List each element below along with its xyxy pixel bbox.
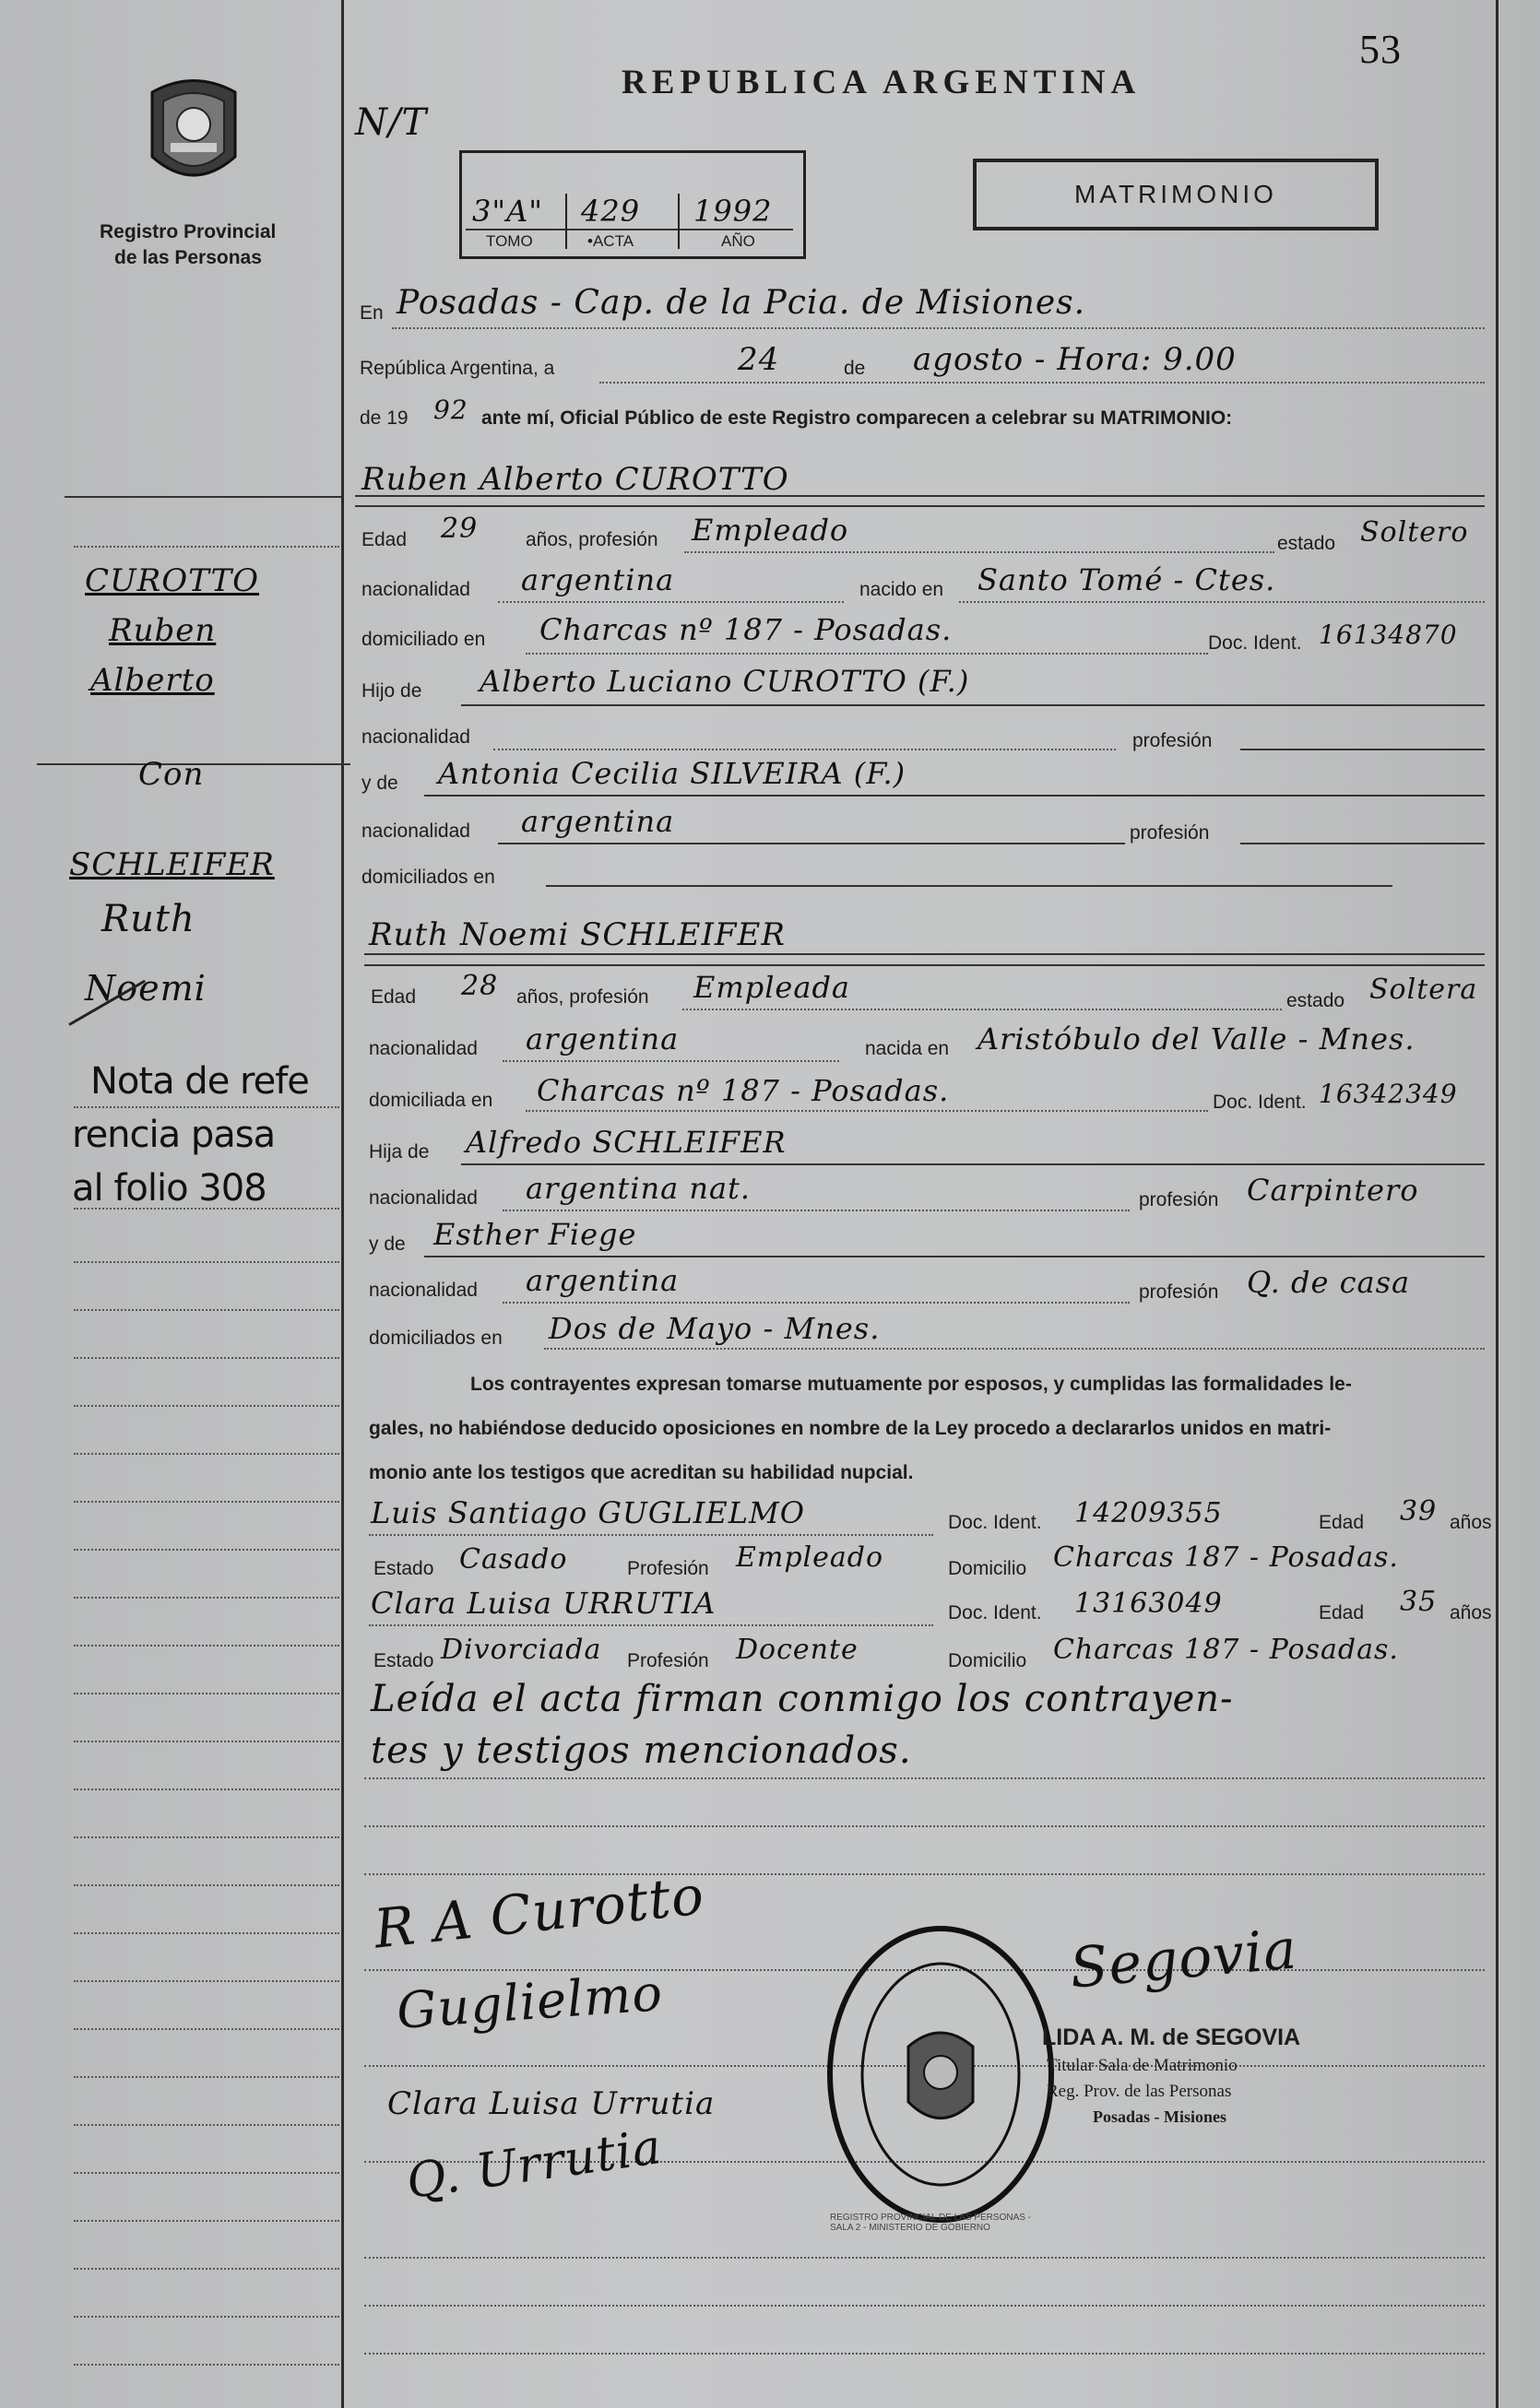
bride-signature: Q. Urrutia (403, 2119, 666, 2211)
acta-value: 429 (581, 194, 641, 229)
witness2-doc: 13163049 (1074, 1588, 1223, 1620)
witness1-estado-label: Estado (373, 1558, 434, 1579)
left-margin-rule (341, 0, 344, 2408)
witness2-prof-label: Profesión (627, 1650, 709, 1671)
groom-parents-dom-label: domiciliados en (361, 867, 495, 888)
groom-profession: Empleado (692, 513, 849, 548)
bride-nationality: argentina (526, 1021, 680, 1056)
closing-line2: tes y testigos mencionados. (371, 1729, 912, 1772)
bride-hija-label: Hija de (369, 1141, 430, 1163)
record-type-label: MATRIMONIO (1074, 180, 1277, 208)
bride-father: Alfredo SCHLEIFER (466, 1125, 787, 1160)
bride-edad-label: Edad (371, 986, 417, 1008)
witness2-dom-label: Domicilio (948, 1650, 1027, 1671)
groom-yde-label: y de (361, 773, 398, 794)
margin-note-line2: rencia pasa (72, 1114, 276, 1156)
groom-dom-label: domiciliado en (361, 629, 486, 650)
groom-mother-prof-label: profesión (1130, 822, 1210, 844)
bride-dom-label: domiciliada en (369, 1090, 493, 1111)
record-type-badge (973, 159, 1379, 230)
bride-estado-label: estado (1286, 990, 1345, 1011)
groom-nacido-label: nacido en (859, 579, 944, 600)
official-name: LIDA A. M. de SEGOVIA (1042, 2024, 1301, 2050)
witness1-anos-label: años (1450, 1512, 1492, 1533)
bride-mother-profession: Q. de casa (1247, 1265, 1411, 1300)
groom-hijo-label: Hijo de (361, 680, 422, 702)
groom-edad-label: Edad (361, 529, 408, 550)
bride-doc: 16342349 (1319, 1079, 1458, 1109)
month-time-value: agosto - Hora: 9.00 (913, 341, 1237, 378)
bride-father-prof-label: profesión (1139, 1189, 1219, 1210)
bride-estado: Soltera (1369, 974, 1478, 1006)
anio-label: AÑO (721, 232, 755, 250)
page-number: 53 (1359, 27, 1402, 72)
declaration-line1: Los contrayentes expresan tomarse mutuamente por esposos, y cumplidas las formalidades le- (470, 1374, 1352, 1395)
groom-signature: R A Curotto (371, 1863, 707, 1961)
anio-value: 1992 (693, 194, 773, 229)
witness2-estado-label: Estado (373, 1650, 434, 1671)
margin-surname2: SCHLEIFER (69, 846, 275, 883)
groom-mother: Antonia Cecilia SILVEIRA (F.) (438, 756, 906, 791)
appearance-statement: ante mí, Oficial Público de este Registro comparecen a celebrar su MATRIMONIO: (481, 407, 1233, 429)
bride-profession: Empleada (693, 970, 850, 1005)
official-signature: Segovia (1067, 1917, 1300, 2001)
witness2-estado: Divorciada (441, 1634, 602, 1666)
groom-estado-label: estado (1277, 533, 1336, 554)
official-office: Reg. Prov. de las Personas (1047, 2082, 1232, 2101)
en-label: En (360, 302, 384, 324)
groom-birthplace: Santo Tomé - Ctes. (977, 562, 1276, 597)
groom-age: 29 (441, 513, 479, 545)
declaration-line3: monio ante los testigos que acreditan su habilidad nupcial. (369, 1462, 914, 1483)
registry-name-line1: Registro Provincial (100, 221, 277, 242)
initials-annotation: N/T (355, 101, 428, 144)
republica-label: República Argentina, a (360, 358, 555, 379)
tomo-value: 3"A" (472, 194, 543, 229)
groom-address: Charcas nº 187 - Posadas. (539, 612, 953, 647)
witness2-edad-label: Edad (1319, 1602, 1365, 1623)
witness1-age: 39 (1400, 1495, 1438, 1528)
witness1-estado: Casado (459, 1543, 568, 1576)
groom-anos-label: años, profesión (526, 529, 658, 550)
bride-father-profession: Carpintero (1247, 1173, 1419, 1208)
groom-name: Ruben Alberto CUROTTO (361, 461, 789, 498)
right-margin-rule (1496, 0, 1499, 2408)
bride-anos-label: años, profesión (516, 986, 649, 1008)
official-stamp-icon (821, 1918, 1060, 2231)
bride-age: 28 (461, 970, 499, 1002)
groom-doc-label: Doc. Ident. (1208, 632, 1302, 654)
witness2-anos-label: años (1450, 1602, 1492, 1623)
declaration-line2: gales, no habiéndose deducido oposiciones en nombre de la Ley procedo a declararlos unidos en matri- (369, 1418, 1332, 1439)
margin-first2: Alberto (90, 662, 215, 699)
margin-first3: Ruth (101, 898, 195, 940)
margin-first4: Noemi (85, 968, 207, 1009)
bride-parents-address: Dos de Mayo - Mnes. (549, 1311, 881, 1346)
margin-surname: CUROTTO (85, 562, 260, 599)
bride-doc-label: Doc. Ident. (1213, 1092, 1307, 1113)
bride-mother: Esther Fiege (433, 1217, 637, 1252)
acta-label: •ACTA (587, 232, 634, 250)
registry-name-line2: de las Personas (114, 247, 262, 268)
bride-father-nac-label: nacionalidad (369, 1187, 478, 1209)
witness2-profession: Docente (736, 1634, 859, 1666)
groom-nationality: argentina (521, 562, 675, 597)
witness1-doc-label: Doc. Ident. (948, 1512, 1042, 1533)
groom-doc: 16134870 (1319, 620, 1458, 650)
witness1-name: Luis Santiago GUGLIELMO (371, 1495, 805, 1530)
witness1-profession: Empleado (736, 1541, 884, 1574)
witness1-prof-label: Profesión (627, 1558, 709, 1579)
bride-mother-nac-label: nacionalidad (369, 1280, 478, 1301)
tomo-label: TOMO (486, 232, 533, 250)
bride-name: Ruth Noemi SCHLEIFER (369, 916, 786, 953)
witness1-edad-label: Edad (1319, 1512, 1365, 1533)
bride-parents-dom-label: domiciliados en (369, 1328, 503, 1349)
witness2-signature: Clara Luisa Urrutia (387, 2085, 716, 2122)
year-prefix: de 19 (360, 407, 409, 429)
witness2-doc-label: Doc. Ident. (948, 1602, 1042, 1623)
bride-mother-prof-label: profesión (1139, 1281, 1219, 1303)
bride-nac-label: nacionalidad (369, 1038, 478, 1059)
provincial-seal-icon (143, 74, 244, 194)
margin-note-line3: al folio 308 (72, 1167, 267, 1210)
page-title: REPUBLICA ARGENTINA (622, 64, 1142, 101)
groom-father-prof-label: profesión (1132, 730, 1213, 751)
witness1-dom-label: Domicilio (948, 1558, 1027, 1579)
witness2-age: 35 (1400, 1586, 1438, 1618)
official-city: Posadas - Misiones (1093, 2107, 1227, 2126)
groom-father-nac-label: nacionalidad (361, 726, 470, 748)
witness1-address: Charcas 187 - Posadas. (1053, 1541, 1399, 1574)
bride-yde-label: y de (369, 1234, 406, 1255)
groom-mother-nac-label: nacionalidad (361, 820, 470, 842)
margin-first1: Ruben (109, 612, 217, 649)
witness1-doc: 14209355 (1074, 1497, 1223, 1529)
year-suffix: 92 (433, 395, 468, 425)
de-label: de (844, 358, 866, 379)
margin-note-line1: Nota de refe (90, 1060, 309, 1103)
bride-birthplace: Aristóbulo del Valle - Mnes. (977, 1021, 1416, 1056)
day-value: 24 (738, 341, 780, 378)
closing-line1: Leída el acta firman conmigo los contrayen- (371, 1678, 1234, 1720)
bride-address: Charcas nº 187 - Posadas. (537, 1073, 950, 1108)
bride-nacida-label: nacida en (865, 1038, 950, 1059)
bride-father-nationality: argentina nat. (526, 1171, 752, 1206)
place-value: Posadas - Cap. de la Pcia. de Misiones. (397, 284, 1086, 322)
witness2-address: Charcas 187 - Posadas. (1053, 1634, 1399, 1666)
groom-father: Alberto Luciano CUROTTO (F.) (480, 664, 970, 699)
groom-nac-label: nacionalidad (361, 579, 470, 600)
groom-estado: Soltero (1360, 516, 1469, 549)
margin-con: Con (138, 756, 205, 793)
bride-mother-nationality: argentina (526, 1263, 680, 1298)
stamp-text: REGISTRO PROVINCIAL DE LAS PERSONAS - SALA 2 - MINISTERIO DE GOBIERNO (830, 2213, 1032, 2233)
witness1-signature: Guglielmo (395, 1963, 665, 2041)
witness2-name: Clara Luisa URRUTIA (371, 1586, 717, 1621)
official-title: Titular Sala de Matrimonio (1047, 2056, 1238, 2075)
groom-mother-nationality: argentina (521, 804, 675, 839)
